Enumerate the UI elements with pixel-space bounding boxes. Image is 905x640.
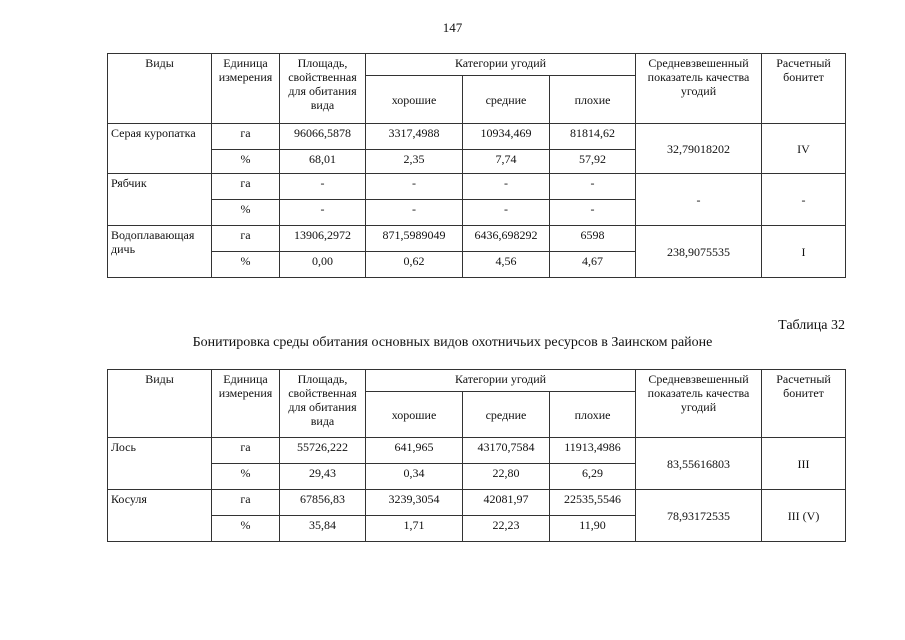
header-medium: средние	[463, 76, 550, 124]
area-cell: 35,84	[280, 516, 366, 542]
area-cell: 13906,2972	[280, 226, 366, 252]
quality-cell: 83,55616803	[636, 438, 762, 490]
area-cell: 0,00	[280, 252, 366, 278]
bonitet-cell: III (V)	[762, 490, 846, 542]
header-categories: Категории угодий	[366, 370, 636, 392]
area-cell: 29,43	[280, 464, 366, 490]
table-row	[108, 438, 846, 464]
medium-cell: 6436,698292	[463, 226, 550, 252]
area-cell: 67856,83	[280, 490, 366, 516]
medium-cell: 22,23	[463, 516, 550, 542]
header-unit: Единица измерения	[212, 370, 280, 438]
unit-cell: га	[212, 226, 280, 252]
poor-cell: 6598	[550, 226, 636, 252]
good-cell: 871,5989049	[366, 226, 463, 252]
quality-cell: 238,9075535	[636, 226, 762, 278]
header-good: хорошие	[366, 76, 463, 124]
bonitet-cell: -	[762, 174, 846, 226]
poor-cell: 4,67	[550, 252, 636, 278]
poor-cell: 6,29	[550, 464, 636, 490]
table-row	[108, 174, 846, 200]
poor-cell: -	[550, 200, 636, 226]
species-name: Серая куропатка	[108, 124, 212, 174]
medium-cell: 42081,97	[463, 490, 550, 516]
table-title: Бонитировка среды обитания основных видов охотничьих ресурсов в Заинском районе	[192, 335, 713, 350]
medium-cell: 7,74	[463, 150, 550, 174]
unit-cell: га	[212, 174, 280, 200]
poor-cell: 57,92	[550, 150, 636, 174]
habitat-table-2	[107, 369, 846, 542]
header-quality: Средневзвешенный показатель качества угодий	[636, 54, 762, 124]
medium-cell: 10934,469	[463, 124, 550, 150]
area-cell: -	[280, 174, 366, 200]
bonitet-cell: I	[762, 226, 846, 278]
header-bonitet: Расчетный бонитет	[762, 370, 846, 438]
quality-cell: -	[636, 174, 762, 226]
header-unit: Единица измерения	[212, 54, 280, 124]
unit-cell: га	[212, 438, 280, 464]
area-cell: 68,01	[280, 150, 366, 174]
table-row	[108, 490, 846, 516]
table-number-label: Таблица 32	[778, 318, 845, 333]
poor-cell: 11913,4986	[550, 438, 636, 464]
good-cell: 0,62	[366, 252, 463, 278]
species-name: Лось	[108, 438, 212, 490]
good-cell: 3239,3054	[366, 490, 463, 516]
unit-cell: га	[212, 490, 280, 516]
unit-cell: %	[212, 252, 280, 278]
header-area: Площадь, свойственная для обитания вида	[280, 54, 366, 124]
area-cell: -	[280, 200, 366, 226]
header-quality: Средневзвешенный показатель качества угодий	[636, 370, 762, 438]
header-area: Площадь, свойственная для обитания вида	[280, 370, 366, 438]
unit-cell: %	[212, 516, 280, 542]
quality-cell: 78,93172535	[636, 490, 762, 542]
good-cell: 0,34	[366, 464, 463, 490]
table-row	[108, 124, 846, 150]
unit-cell: %	[212, 464, 280, 490]
medium-cell: -	[463, 200, 550, 226]
unit-cell: %	[212, 150, 280, 174]
poor-cell: -	[550, 174, 636, 200]
unit-cell: га	[212, 124, 280, 150]
poor-cell: 11,90	[550, 516, 636, 542]
good-cell: 641,965	[366, 438, 463, 464]
medium-cell: 43170,7584	[463, 438, 550, 464]
good-cell: 2,35	[366, 150, 463, 174]
area-cell: 96066,5878	[280, 124, 366, 150]
header-categories: Категории угодий	[366, 54, 636, 76]
medium-cell: -	[463, 174, 550, 200]
header-bonitet: Расчетный бонитет	[762, 54, 846, 124]
header-medium: средние	[463, 392, 550, 438]
good-cell: 3317,4988	[366, 124, 463, 150]
good-cell: -	[366, 200, 463, 226]
area-cell: 55726,222	[280, 438, 366, 464]
medium-cell: 4,56	[463, 252, 550, 278]
header-good: хорошие	[366, 392, 463, 438]
bonitet-cell: IV	[762, 124, 846, 174]
header-poor: плохие	[550, 76, 636, 124]
species-name: Рябчик	[108, 174, 212, 226]
species-name: Водоплавающая дичь	[108, 226, 212, 278]
medium-cell: 22,80	[463, 464, 550, 490]
header-species: Виды	[108, 370, 212, 438]
poor-cell: 81814,62	[550, 124, 636, 150]
poor-cell: 22535,5546	[550, 490, 636, 516]
habitat-table-1	[107, 53, 846, 278]
table-row	[108, 226, 846, 252]
header-poor: плохие	[550, 392, 636, 438]
good-cell: -	[366, 174, 463, 200]
unit-cell: %	[212, 200, 280, 226]
header-species: Виды	[108, 54, 212, 124]
species-name: Косуля	[108, 490, 212, 542]
quality-cell: 32,79018202	[636, 124, 762, 174]
bonitet-cell: III	[762, 438, 846, 490]
good-cell: 1,71	[366, 516, 463, 542]
page-number: 147	[442, 20, 463, 35]
